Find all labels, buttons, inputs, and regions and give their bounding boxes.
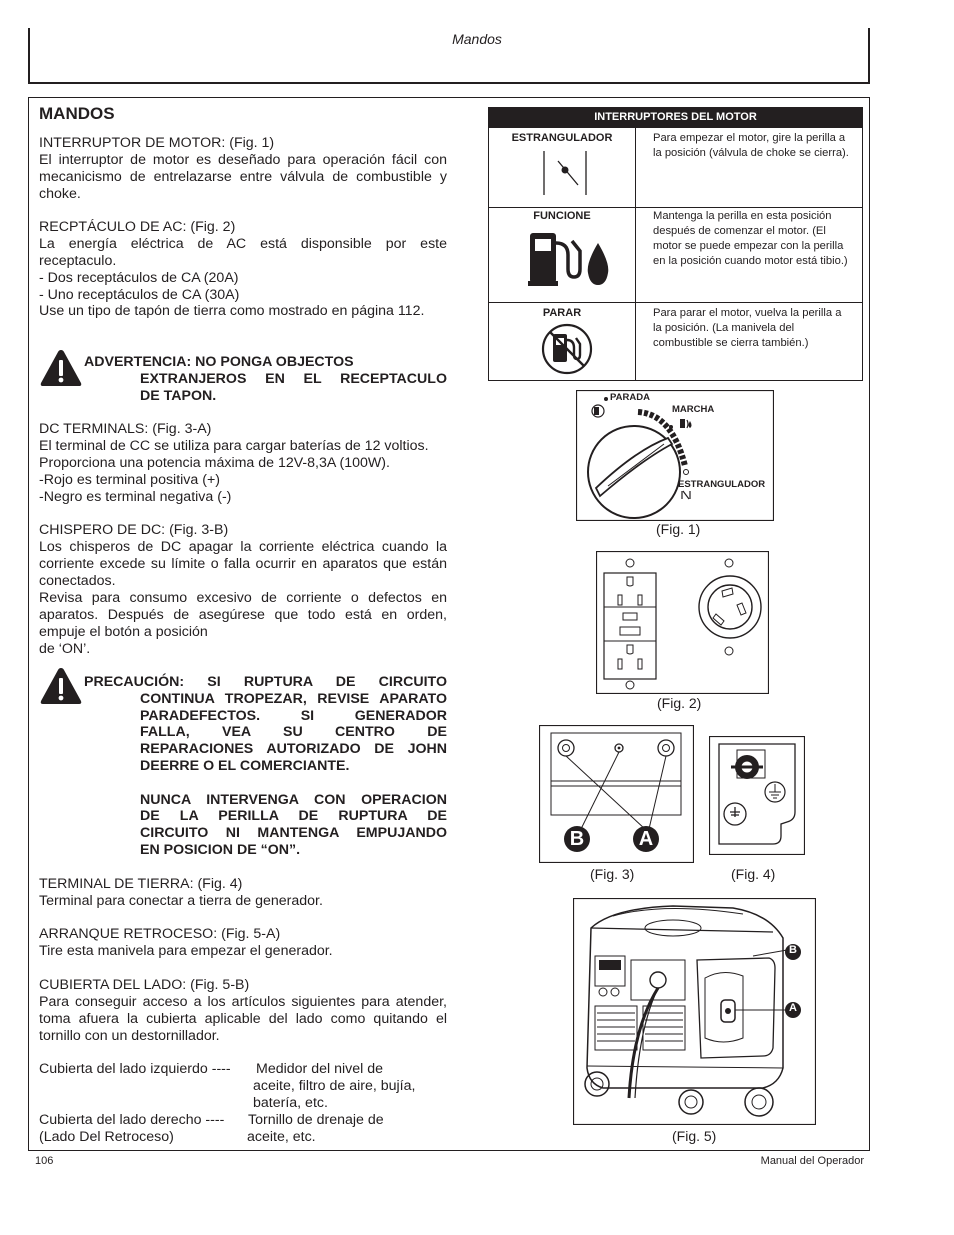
warning-triangle-icon (39, 348, 83, 388)
warning-line-1: ADVERTENCIA: NO PONGA OBJECTOS (84, 354, 354, 370)
ac-receptacle-text-2: Use un tipo de tapón de tierra como mostrado en página 112. (39, 303, 425, 319)
ground-terminal-figure (709, 736, 805, 855)
left-cover-value-1: Medidor del nivel de (256, 1061, 383, 1077)
fig5-label-a: A (789, 1002, 797, 1014)
engine-switch-title: INTERRUPTOR DE MOTOR: (Fig. 1) (39, 135, 275, 151)
fig1-label-marcha: MARCHA (672, 404, 715, 415)
caution-line-10: EN POSICION DE “ON”. (140, 842, 301, 858)
generator-figure (573, 898, 816, 1125)
ground-terminal-title: TERMINAL DE TIERRA: (Fig. 4) (39, 876, 243, 892)
ac-receptacle-text: La energía eléctrica de AC está disponsible por este receptaculo. (39, 236, 447, 269)
dc-breaker-text-2: Revisa para consumo excesivo de corriente o defectos en aparatos. Después de asegúrese que todo está en orden, empuje el botón a posición (39, 590, 447, 640)
ac-receptacle-item-1: - Dos receptáculos de CA (20A) (39, 270, 239, 286)
fig1-label-parada: PARADA (610, 392, 650, 403)
section-title: MANDOS (39, 104, 115, 123)
fig5-caption: (Fig. 5) (672, 1128, 717, 1144)
table-row-desc-stop: Para parar el motor, vuelva la perilla a la posición. (La manivela del combustible se cierra también.) (653, 307, 842, 349)
dc-terminals-line-1: El terminal de CC se utiliza para cargar baterías de 12 voltios. (39, 438, 429, 454)
dc-terminals-line-3: -Rojo es terminal positiva (+) (39, 472, 220, 488)
warning-line-3: DE TAPON. (140, 388, 217, 404)
table-row-desc-run: Mantenga la perilla en esta posición después de comenzar el motor. (El motor se puede empezar con la perilla en la posición cuando motor está tibio.) (653, 210, 848, 267)
right-cover-value-2: aceite, etc. (247, 1129, 316, 1145)
left-cover-value-3: batería, etc. (253, 1095, 328, 1111)
dc-breaker-text-3: de ‘ON’. (39, 641, 91, 657)
page-header-title: Mandos (452, 31, 502, 47)
ac-receptacle-figure (596, 551, 769, 694)
table-row-divider (489, 302, 862, 303)
fig3-label-a: A (638, 828, 654, 850)
table-row-label-stop: PARAR (542, 307, 582, 319)
side-cover-title: CUBIERTA DEL LADO: (Fig. 5-B) (39, 977, 250, 993)
table-row-desc-choke: Para empezar el motor, gire la perilla a la posición (válvula de choke se cierra). (653, 132, 849, 159)
caution-line-2: CONTINUA TROPEZAR, REVISE APARATO (140, 691, 447, 707)
dc-terminals-line-4: -Negro es terminal negativa (-) (39, 489, 232, 505)
recoil-start-text: Tire esta manivela para empezar el generador. (39, 943, 333, 959)
choke-icon (540, 149, 590, 197)
left-cover-value-2: aceite, filtro de aire, bujía, (253, 1078, 416, 1094)
right-cover-label: Cubierta del lado derecho ---- (39, 1112, 225, 1128)
side-cover-text: Para conseguir acceso a los artículos siguientes para atender, toma afuera la cubierta aplicable del lado como quitando el tornillo con un destornillador. (39, 994, 447, 1044)
fig3-caption: (Fig. 3) (590, 866, 635, 882)
caution-line-3: PARADEFECTOS. SI GENERADOR (140, 708, 447, 724)
right-cover-sublabel: (Lado Del Retroceso) (39, 1129, 174, 1145)
caution-line-5: REPARACIONES AUTORIZADO DE JOHN (140, 741, 447, 757)
caution-line-7: NUNCA INTERVENGA CON OPERACION (140, 792, 447, 808)
dc-terminals-title: DC TERMINALS: (Fig. 3-A) (39, 421, 212, 437)
dc-breaker-text: Los chisperos de DC apagar la corriente eléctrica cuando la corriente excede su límite o falla ocurrir en aparatos que están conectados. (39, 539, 447, 589)
caution-triangle-icon (39, 666, 83, 706)
table-row-label-choke: ESTRANGULADOR (511, 132, 613, 144)
table-header: INTERRUPTORES DEL MOTOR (489, 107, 862, 128)
caution-line-9: CIRCUITO NI MANTENGA EMPUJANDO (140, 825, 447, 841)
dc-breaker-title: CHISPERO DE DC: (Fig. 3-B) (39, 522, 229, 538)
dc-terminal-panel-figure (539, 725, 694, 863)
page-number: 106 (35, 1155, 54, 1167)
caution-line-8: DE LA PERILLA DE RUPTURA DE (140, 808, 447, 824)
ground-terminal-text: Terminal para conectar a tierra de generador. (39, 893, 323, 909)
caution-line-1: PRECAUCIÓN: SI RUPTURA DE CIRCUITO (84, 674, 447, 690)
fig1-caption: (Fig. 1) (656, 521, 701, 537)
fig3-label-b: B (569, 828, 585, 850)
left-cover-label: Cubierta del lado izquierdo ---- (39, 1061, 231, 1077)
fig4-caption: (Fig. 4) (731, 866, 776, 882)
caution-line-4: FALLA, VEA SU CENTRO DE (140, 724, 447, 740)
dc-terminals-line-2: Proporciona una potencia máxima de 12V-8,3A (100W). (39, 455, 390, 471)
fig1-label-estrangulador: ESTRANGULADOR (678, 479, 766, 490)
ac-receptacle-title: RECPTÁCULO DE AC: (Fig. 2) (39, 219, 236, 235)
engine-switch-text: El interruptor de motor es deseñado para operación fácil con mecanicismo de entrelazarse entre válvula de combustible y choke. (39, 152, 447, 202)
fig5-label-b: B (789, 944, 797, 956)
ac-receptacle-item-2: - Uno receptáculos de CA (30A) (39, 287, 240, 303)
caution-line-6: DEERRE O EL COMERCIANTE. (140, 758, 350, 774)
right-cover-value-1: Tornillo de drenaje de (248, 1112, 384, 1128)
recoil-start-title: ARRANQUE RETROCESO: (Fig. 5-A) (39, 926, 281, 942)
fig2-caption: (Fig. 2) (657, 695, 702, 711)
table-row-divider (489, 207, 862, 208)
fuel-pump-icon (528, 229, 612, 287)
manual-title: Manual del Operador (760, 1155, 864, 1167)
table-row-label-run: FUNCIONE (533, 210, 591, 222)
warning-line-2: EXTRANJEROS EN EL RECEPTACULO (140, 371, 447, 387)
table-divider (635, 128, 636, 381)
fuel-off-icon (540, 322, 594, 376)
